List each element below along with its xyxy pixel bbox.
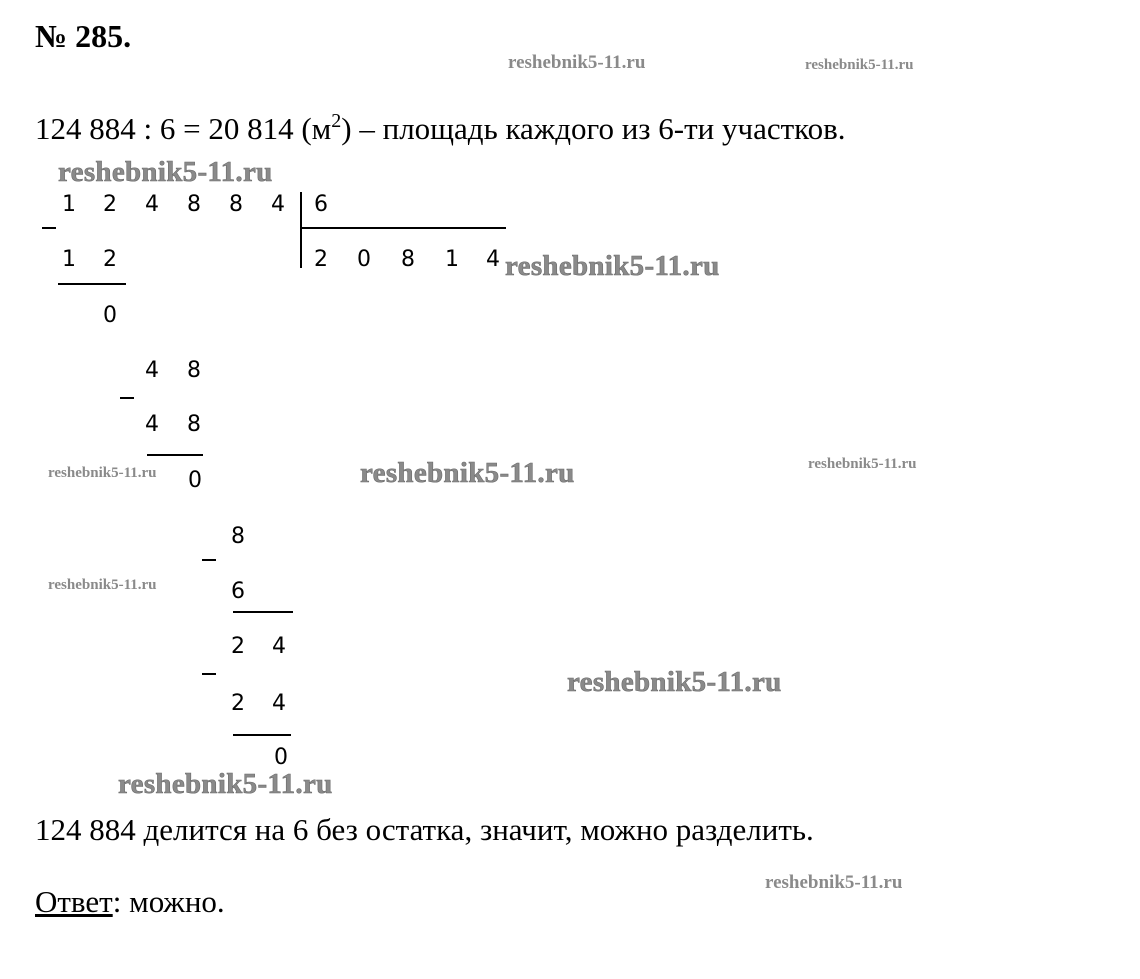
watermark: reshebnik5-11.ru <box>118 768 333 800</box>
step-line <box>233 611 293 613</box>
watermark: reshebnik5-11.ru <box>505 250 720 282</box>
subtrahend-digit: 4 <box>145 412 159 437</box>
equation-left: 124 884 : 6 = 20 814 (м <box>35 111 332 146</box>
watermark: reshebnik5-11.ru <box>765 872 903 893</box>
subtrahend-digit: 4 <box>272 691 286 716</box>
minuend-digit: 8 <box>231 524 245 549</box>
quotient-digit: 2 <box>314 247 328 272</box>
minuend-digit: 8 <box>187 358 201 383</box>
step-line <box>233 734 291 736</box>
remainder-digit: 4 <box>272 634 286 659</box>
watermark: reshebnik5-11.ru <box>508 52 646 73</box>
dividend-digit: 8 <box>187 192 201 217</box>
minus-sign <box>120 397 134 399</box>
step-line <box>58 283 126 285</box>
watermark: reshebnik5-11.ru <box>58 156 273 188</box>
minuend-digit: 4 <box>145 358 159 383</box>
remainder-digit: 0 <box>274 745 288 770</box>
quotient-digit: 8 <box>401 247 415 272</box>
subtrahend-digit: 1 <box>62 247 76 272</box>
equation-exponent: 2 <box>331 110 342 132</box>
equation-line <box>35 110 846 147</box>
dividend-digit: 8 <box>229 192 243 217</box>
watermark: reshebnik5-11.ru <box>360 457 575 489</box>
subtrahend-digit: 6 <box>231 579 245 604</box>
watermark: reshebnik5-11.ru <box>808 456 917 472</box>
divisor: 6 <box>314 192 328 217</box>
remainder-digit: 2 <box>231 634 245 659</box>
answer-separator: : <box>112 884 122 919</box>
answer-label: Ответ <box>35 884 113 919</box>
dividend-digit: 4 <box>271 192 285 217</box>
subtrahend-digit: 2 <box>231 691 245 716</box>
division-bracket-horizontal <box>300 227 506 229</box>
answer-text: можно. <box>121 884 225 919</box>
watermark: reshebnik5-11.ru <box>48 465 157 481</box>
watermark: reshebnik5-11.ru <box>805 57 914 73</box>
conclusion-text: 124 884 делится на 6 без остатка, значит, можно разделить. <box>35 812 814 847</box>
quotient-digit: 0 <box>357 247 371 272</box>
answer-line <box>35 884 225 920</box>
remainder-digit: 0 <box>188 468 202 493</box>
dividend-digit: 2 <box>103 192 117 217</box>
equation-right: ) – площадь каждого из 6-ти участков. <box>341 111 846 146</box>
minus-sign <box>42 227 56 229</box>
minus-sign <box>202 673 216 675</box>
problem-number: № 285. <box>35 18 132 54</box>
watermark: reshebnik5-11.ru <box>567 666 782 698</box>
dividend-digit: 4 <box>145 192 159 217</box>
watermark: reshebnik5-11.ru <box>48 577 157 593</box>
minus-sign <box>202 559 216 561</box>
step-line <box>147 454 203 456</box>
subtrahend-digit: 8 <box>187 412 201 437</box>
subtrahend-digit: 2 <box>103 247 117 272</box>
dividend-digit: 1 <box>62 192 76 217</box>
quotient-digit: 4 <box>486 247 500 272</box>
division-bracket-vertical <box>300 192 302 268</box>
remainder-digit: 0 <box>103 303 117 328</box>
quotient-digit: 1 <box>445 247 459 272</box>
